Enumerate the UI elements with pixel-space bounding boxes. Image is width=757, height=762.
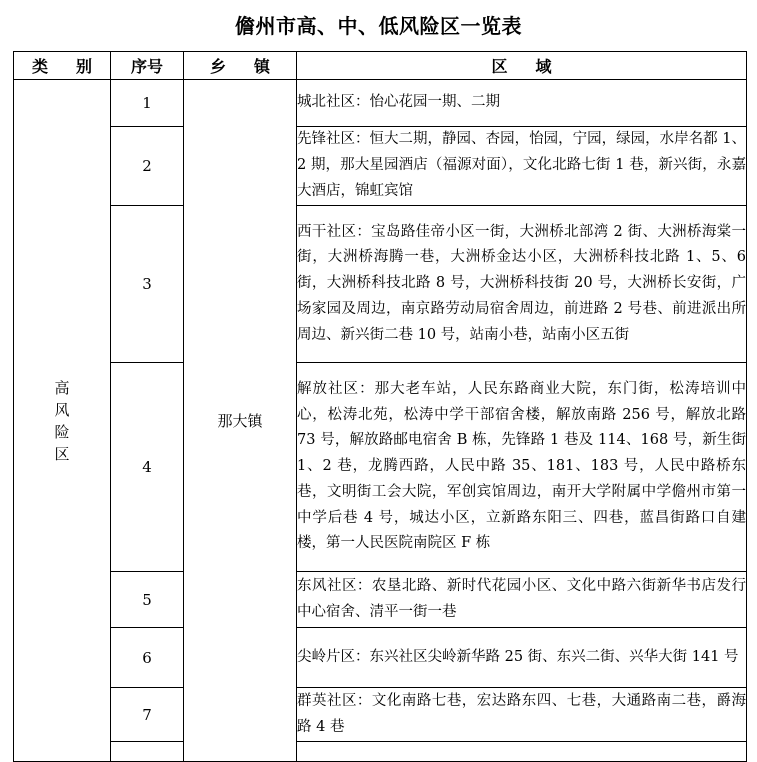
risk-area-table — [13, 51, 747, 762]
seq-cell: 5 — [111, 572, 184, 628]
seq-cell: 2 — [111, 127, 184, 206]
table-row — [14, 688, 747, 742]
region-cell: 解放社区：那大老车站，人民东路商业大院，东门街，松涛培训中心，松涛北苑，松涛中学干部宿舍楼，解放南路 256 号，解放北路 73 号，解放路邮电宿舍 B 栋，先锋路 1 巷及 114、168 号，新生街 1、2 巷，龙腾西路，人民中路 35、181、183 号，人民中路桥东巷，文明街工会大院，军创宾馆周边，南开大学附属中学儋州市第一中学后巷 4 号，城达小区，立新路东阳三、四巷，蓝昌街路口自建楼，第一人民医院南院区 F 栋 — [297, 363, 747, 572]
table-row — [14, 628, 747, 688]
category-label: 高风险区 — [54, 378, 70, 463]
region-cell: 尖岭片区：东兴社区尖岭新华路 25 街、东兴二街、兴华大街 141 号 — [297, 628, 747, 688]
table-row — [14, 572, 747, 628]
seq-cell: 6 — [111, 628, 184, 688]
seq-cell: 4 — [111, 363, 184, 572]
table-row — [14, 363, 747, 572]
table-row — [14, 742, 747, 762]
town-cell — [184, 80, 297, 762]
region-cell: 西干社区：宝岛路佳帝小区一街，大洲桥北部湾 2 街、大洲桥海棠一街，大洲桥海腾一巷，大洲桥金达小区，大洲桥科技北路 1、5、6 街，大洲桥科技北路 8 号，大洲桥科技街 20 号，大洲桥长安街，广场家园及周边，南京路劳动局宿舍周边，前进路 2 号巷、前进派出所周边、新兴街二巷 10 号，站南小巷，站南小区五街 — [297, 206, 747, 363]
table-row — [14, 80, 747, 127]
header-seq: 序号 — [111, 52, 184, 80]
region-cell: 东风社区：农垦北路、新时代花园小区、文化中路六街新华书店发行中心宿舍、清平一街一巷 — [297, 572, 747, 628]
seq-cell — [111, 742, 184, 762]
seq-cell: 7 — [111, 688, 184, 742]
town-label: 那大镇 — [217, 412, 263, 430]
table-row — [14, 206, 747, 363]
region-cell: 城北社区：怡心花园一期、二期 — [297, 80, 747, 127]
region-cell: 先锋社区：恒大二期，静园、杏园，怡园，宁园，绿园，水岸名都 1、2 期，那大星园酒店（福源对面），文化北路七街 1 巷，新兴街，永嘉大酒店，锦虹宾馆 — [297, 127, 747, 206]
category-cell — [14, 80, 111, 762]
header-region: 区 域 — [297, 52, 747, 80]
region-cell: 群英社区：文化南路七巷，宏达路东四、七巷，大通路南二巷，爵海路 4 巷 — [297, 688, 747, 742]
header-town: 乡 镇 — [184, 52, 297, 80]
header-row — [14, 52, 747, 80]
header-category: 类 别 — [14, 52, 111, 80]
region-cell — [297, 742, 747, 762]
page-title: 儋州市高、中、低风险区一览表 — [235, 14, 522, 38]
seq-cell: 1 — [111, 80, 184, 127]
table-row — [14, 127, 747, 206]
seq-cell: 3 — [111, 206, 184, 363]
